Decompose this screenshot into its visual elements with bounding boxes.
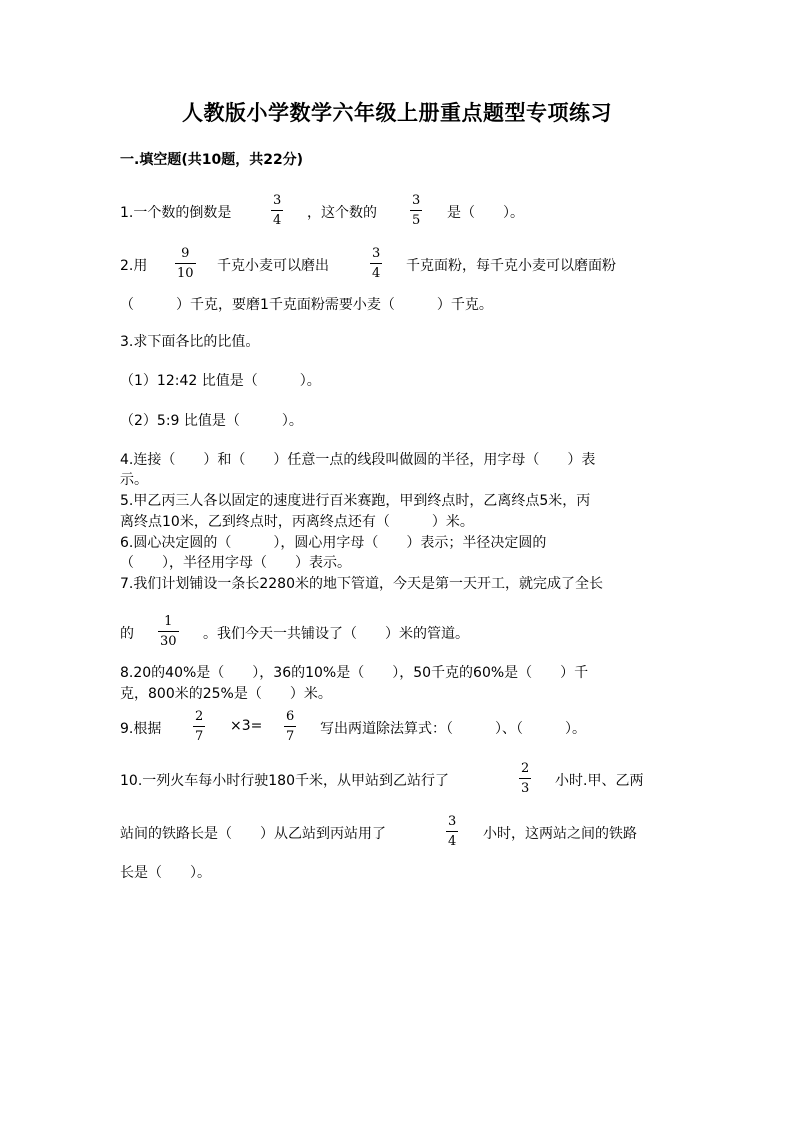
q10-text-a: 10.一列火车每小时行驶180千米，从甲站到乙站行了: [120, 773, 449, 789]
q8-line-2: 克，800米的25%是（ ）米。: [120, 686, 332, 702]
q1-text-a: 1.一个数的倒数是: [120, 205, 232, 221]
q2-text-c: 千克面粉，每千克小麦可以磨面粉: [406, 258, 616, 274]
q2-f1-numerator: 9: [181, 246, 190, 261]
q7-line-1: 7.我们计划铺设一条长2280米的地下管道，今天是第一天开工，就完成了全长: [120, 576, 603, 592]
q1-f1-denominator: 4: [273, 213, 282, 228]
q9-fraction-2: [284, 710, 296, 743]
q10-f1-numerator: 2: [521, 761, 530, 776]
q10-fraction-1: [519, 762, 531, 795]
q2-line-2: （ ）千克，要磨1千克面粉需要小麦（ ）千克。: [120, 297, 493, 313]
q7-f1-denominator: 30: [160, 634, 177, 649]
q9-f1-denominator: 7: [195, 729, 204, 744]
q3-part-1: （1）12:42 比值是（ ）。: [120, 373, 321, 389]
q2-fraction-1: [175, 247, 196, 280]
q2-fraction-2: [370, 247, 382, 280]
q1-f1-numerator: 3: [273, 193, 282, 208]
q1-text-c: 是（ ）。: [447, 205, 524, 221]
q4-line-1: 4.连接（ ）和（ ）任意一点的线段叫做圆的半径，用字母（ ）表: [120, 452, 596, 468]
q10-text-d: 小时，这两站之间的铁路: [483, 826, 637, 842]
q9-f2-numerator: 6: [286, 709, 295, 724]
q7-f1-numerator: 1: [164, 614, 173, 629]
q10-fraction-2: [446, 815, 458, 848]
q2-f2-denominator: 4: [372, 266, 381, 281]
section-heading: 一.填空题(共10题，共22分): [120, 152, 304, 168]
q6-line-2: （ ），半径用字母（ ）表示。: [120, 555, 351, 571]
q1-text-b: ，这个数的: [307, 205, 377, 221]
q6-line-1: 6.圆心决定圆的（ ），圆心用字母（ ）表示；半径决定圆的: [120, 535, 547, 551]
q1-fraction-1: [271, 194, 283, 227]
q7-text-a: 的: [120, 626, 134, 642]
q7-fraction-1: [158, 615, 179, 648]
q8-line-1: 8.20的40%是（ ），36的10%是（ ），50千克的60%是（ ）千: [120, 665, 589, 681]
q1-f2-numerator: 3: [412, 193, 421, 208]
q3-heading: 3.求下面各比的比值。: [120, 334, 260, 350]
q7-text-b: 。我们今天一共铺设了（ ）米的管道。: [203, 626, 469, 642]
q10-f1-denominator: 3: [521, 781, 530, 796]
q10-text-b: 小时.甲、乙两: [555, 773, 644, 789]
q9-f1-numerator: 2: [195, 709, 204, 724]
q4-line-2: 示。: [120, 472, 148, 488]
q9-text-b: ×3=: [230, 718, 263, 734]
q2-f1-denominator: 10: [177, 266, 194, 281]
q9-text-c: 写出两道除法算式：（ ）、（ ）。: [320, 721, 586, 737]
q2-text-a: 2.用: [120, 258, 148, 274]
q9-fraction-1: [193, 710, 205, 743]
q9-text-a: 9.根据: [120, 721, 162, 737]
page-title: 人教版小学数学六年级上册重点题型专项练习: [182, 100, 612, 125]
q5-line-1: 5.甲乙丙三人各以固定的速度进行百米赛跑，甲到终点时，乙离终点5米，丙: [120, 493, 591, 509]
q10-f2-denominator: 4: [448, 834, 457, 849]
q10-f2-numerator: 3: [448, 814, 457, 829]
q2-text-b: 千克小麦可以磨出: [217, 258, 329, 274]
q9-f2-denominator: 7: [286, 729, 295, 744]
q2-f2-numerator: 3: [372, 246, 381, 261]
q10-text-c: 站间的铁路长是（ ）从乙站到丙站用了: [120, 826, 386, 842]
q10-text-e: 长是（ ）。: [120, 865, 211, 881]
q3-part-2: （2）5:9 比值是（ ）。: [120, 413, 303, 429]
q1-f2-denominator: 5: [412, 213, 421, 228]
q5-line-2: 离终点10米，乙到终点时，丙离终点还有（ ）米。: [120, 514, 474, 530]
q1-fraction-2: [410, 194, 422, 227]
